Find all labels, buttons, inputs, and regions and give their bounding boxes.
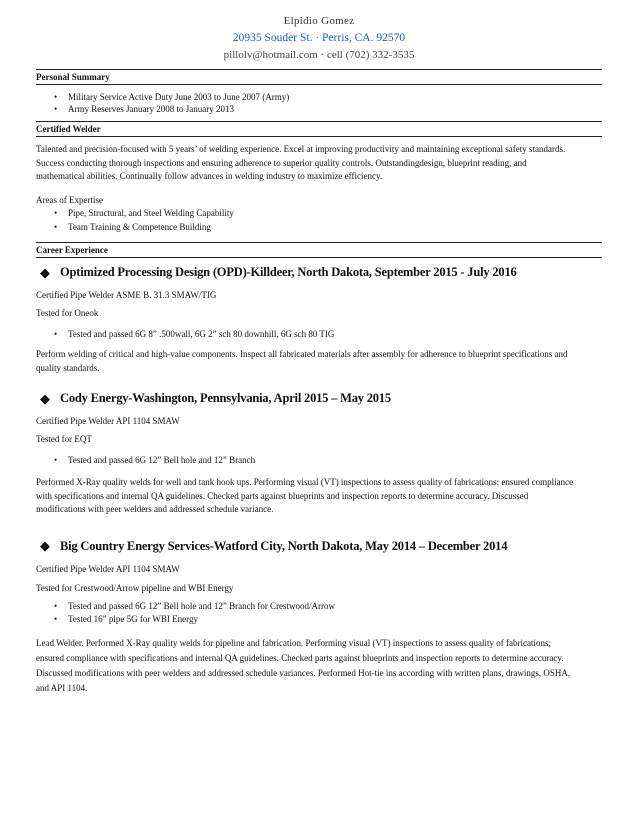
job-heading: Optimized Processing Design (OPD)-Killdeer, North Dakota, September 2015 - July 2016 (60, 265, 517, 279)
job-cert: Certified Pipe Welder API 1104 SMAW (36, 416, 180, 426)
list-item: • Tested 16” pipe 5G for WBI Energy (54, 613, 602, 626)
job-tests-list (36, 600, 602, 626)
candidate-contact: pillolv@hotmail.com · cell (702) 332-3535 (223, 49, 415, 61)
candidate-name: Elpidio Gomez (283, 15, 355, 27)
section-title: Personal Summary (36, 72, 602, 85)
job-tested-for: Tested for EQT (36, 433, 92, 444)
job-heading: Big Country Energy Services-Watford City, North Dakota, May 2014 – December 2014 (60, 538, 508, 553)
section-personal-summary (36, 69, 602, 115)
job-tests-list (36, 328, 602, 340)
job-entry (36, 539, 602, 696)
job-desc-line: modifications with peer welders and addressed schedule variance. (36, 504, 274, 514)
diamond-bullet-icon: ◆ (40, 538, 50, 553)
job-desc-line: Perform welding of critical and high-value components. Inspect all fabricated materials after assembly for adherence to blueprint specifications and (36, 349, 568, 359)
diamond-bullet-icon: ◆ (40, 264, 50, 280)
job-desc-line: Lead Welder. Performed X-Ray quality welds for pipeline and fabrication. Performing visual (VT) inspections to assess quality of fabrications; (36, 637, 551, 648)
expertise-label: Areas of Expertise (36, 194, 103, 205)
welder-paragraph-line: Talented and precision-focused with 5 years’ of welding experience. Excel at improving productivity and maintaining exceptional safety standards. (36, 144, 566, 154)
section-title: Certified Welder (36, 124, 602, 137)
list-item: • Tested and passed 6G 12” Bell hole and 12” Branch for Crestwood/Arrow (54, 600, 602, 613)
list-item: • Team Training & Competence Building (54, 221, 602, 235)
job-entry (36, 265, 602, 375)
list-item: • Military Service Active Duty June 2003 to June 2007 (Army) (54, 91, 602, 103)
list-item: • Army Reserves January 2008 to January 2013 (54, 103, 602, 115)
job-desc-line: quality standards. (36, 362, 100, 373)
job-desc-line: and API 1104. (36, 682, 88, 693)
resume-header (36, 0, 602, 64)
list-item: • Pipe, Structural, and Steel Welding Capability (54, 207, 602, 221)
welder-paragraph-line: mathematical abilities. Continually follow advances in welding industry to maximize efficiency. (36, 171, 383, 181)
job-cert: Certified Pipe Welder API 1104 SMAW (36, 563, 180, 574)
list-item: • Tested and passed 6G 8” .500wall, 6G 2” sch 80 downhill, 6G sch 80 TIG (54, 328, 602, 340)
expertise-list (36, 207, 602, 234)
list-item: • Tested and passed 6G 12” Bell hole and 12” Branch (54, 454, 602, 466)
candidate-address: 20935 Souder St. · Perris, CA. 92570 (232, 32, 406, 44)
diamond-bullet-icon: ◆ (40, 390, 50, 406)
welder-paragraph-line: Success conducting thorough inspections and ensuring adherence to superior quality controls. Outstandingdesign, blueprint reading, and (36, 157, 527, 168)
job-tested-for: Tested for Oneok (36, 307, 99, 318)
job-desc-line: Performed X-Ray quality welds for well and tank hook ups. Performing visual (VT) inspections to assess quality of fabrications; ensured compliance (36, 477, 574, 487)
section-career-experience (36, 242, 602, 696)
job-desc-line: with specifications and internal QA guidelines. Checked parts against blueprints and inspection reports to determine accuracy. Discussed (36, 490, 529, 501)
job-tests-list (36, 454, 602, 466)
resume-page (36, 0, 602, 696)
job-entry (36, 391, 602, 517)
job-desc-line: Discussed modifications with peer welders and addressed schedule variances. Performed Hot-tie ins according with written plans, drawings, OSHA, (36, 667, 571, 678)
summary-list (36, 91, 602, 115)
job-tested-for: Tested for Crestwood/Arrow pipeline and WBI Energy (36, 583, 234, 593)
section-certified-welder (36, 121, 602, 234)
job-desc-line: ensured compliance with specifications and internal QA guidelines. Checked parts against blueprints and inspection reports to determine accuracy. (36, 652, 564, 663)
section-title: Career Experience (36, 245, 602, 258)
job-cert: Certified Pipe Welder ASME B. 31.3 SMAW/TIG (36, 290, 217, 300)
job-heading: Cody Energy-Washington, Pennsylvania, April 2015 – May 2015 (60, 391, 391, 405)
